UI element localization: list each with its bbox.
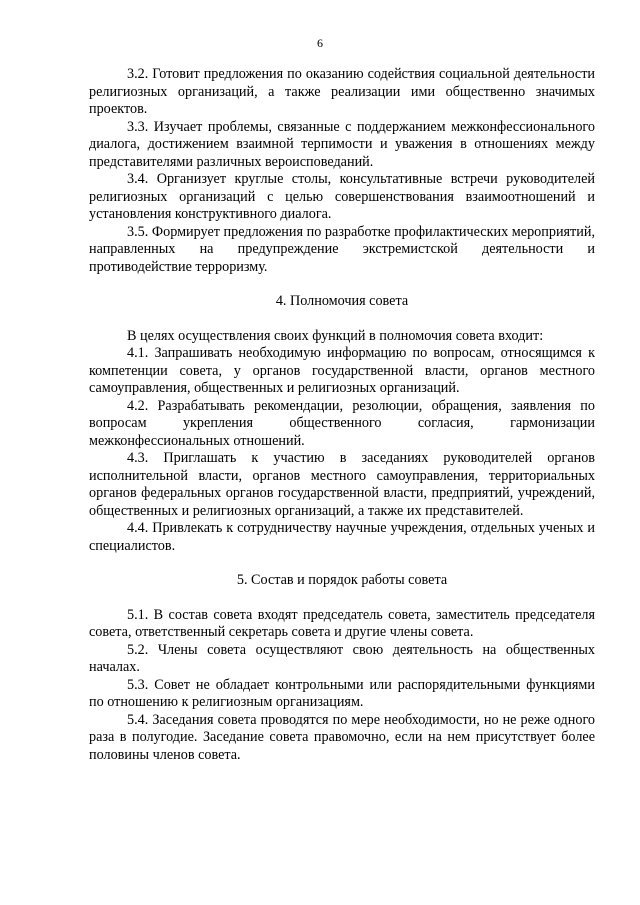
section-4-heading: 4. Полномочия совета [275,293,409,309]
paragraph-3-4: 3.4. Организует круглые столы, консультативные встречи руководителей религиозных организаций с целью совершенствования взаимоотношений и установления конструктивного диалога. [89,171,595,222]
section-4-intro: В целях осуществления своих функций в полномочия совета входит: [127,327,544,344]
paragraph-4-2: 4.2. Разрабатывать рекомендации, резолюции, обращения, заявления по вопросам укрепления общественного согласия, гармонизации межконфессиональных отношений. [89,397,595,449]
paragraph-5-4: 5.4. Заседания совета проводятся по мере необходимости, но не реже одного раза в полугодие. Заседание совета правомочно, если на нем присутствует более половины членов совета. [89,711,595,763]
paragraph-5-3: 5.3. Совет не обладает контрольными или распорядительными функциями по отношению к религиозным организациям. [89,676,595,710]
paragraph-3-5: 3.5. Формирует предложения по разработке профилактических мероприятий, направленных на предупреждение экстремистской деятельности и противодействие терроризму. [89,223,595,275]
paragraph-4-1: 4.1. Запрашивать необходимую информацию по вопросам, относящимся к компетенции совета, у органов государственной власти, органов местного самоуправления, общественных и религиозных организаций. [89,345,595,396]
paragraph-3-2: 3.2. Готовит предложения по оказанию содействия социальной деятельности религиозных организаций, а также реализации ими общественно значимых проектов. [89,66,595,117]
page-number: 6 [317,36,323,50]
paragraph-3-3: 3.3. Изучает проблемы, связанные с поддержанием межконфессионального диалога, достижением взаимной терпимости и уважения в отношениях между представителями различных вероисповеданий. [89,118,595,170]
section-5-heading: 5. Состав и порядок работы совета [236,572,448,588]
document-body [89,66,595,764]
paragraph-5-1: 5.1. В состав совета входят председатель совета, заместитель председателя совета, ответственный секретарь совета и другие члены совета. [89,606,595,640]
paragraph-5-2: 5.2. Члены совета осуществляют свою деятельность на общественных началах. [89,641,595,675]
paragraph-4-4: 4.4. Привлекать к сотрудничеству научные учреждения, отдельных ученых и специалистов. [89,520,595,554]
paragraph-4-3: 4.3. Приглашать к участию в заседаниях руководителей органов исполнительной власти, органов местного самоуправления, территориальных органов федеральных органов государственной власти, предприятий, учреждений, общественных и религиозных организаций, а также их представителей. [89,450,595,519]
